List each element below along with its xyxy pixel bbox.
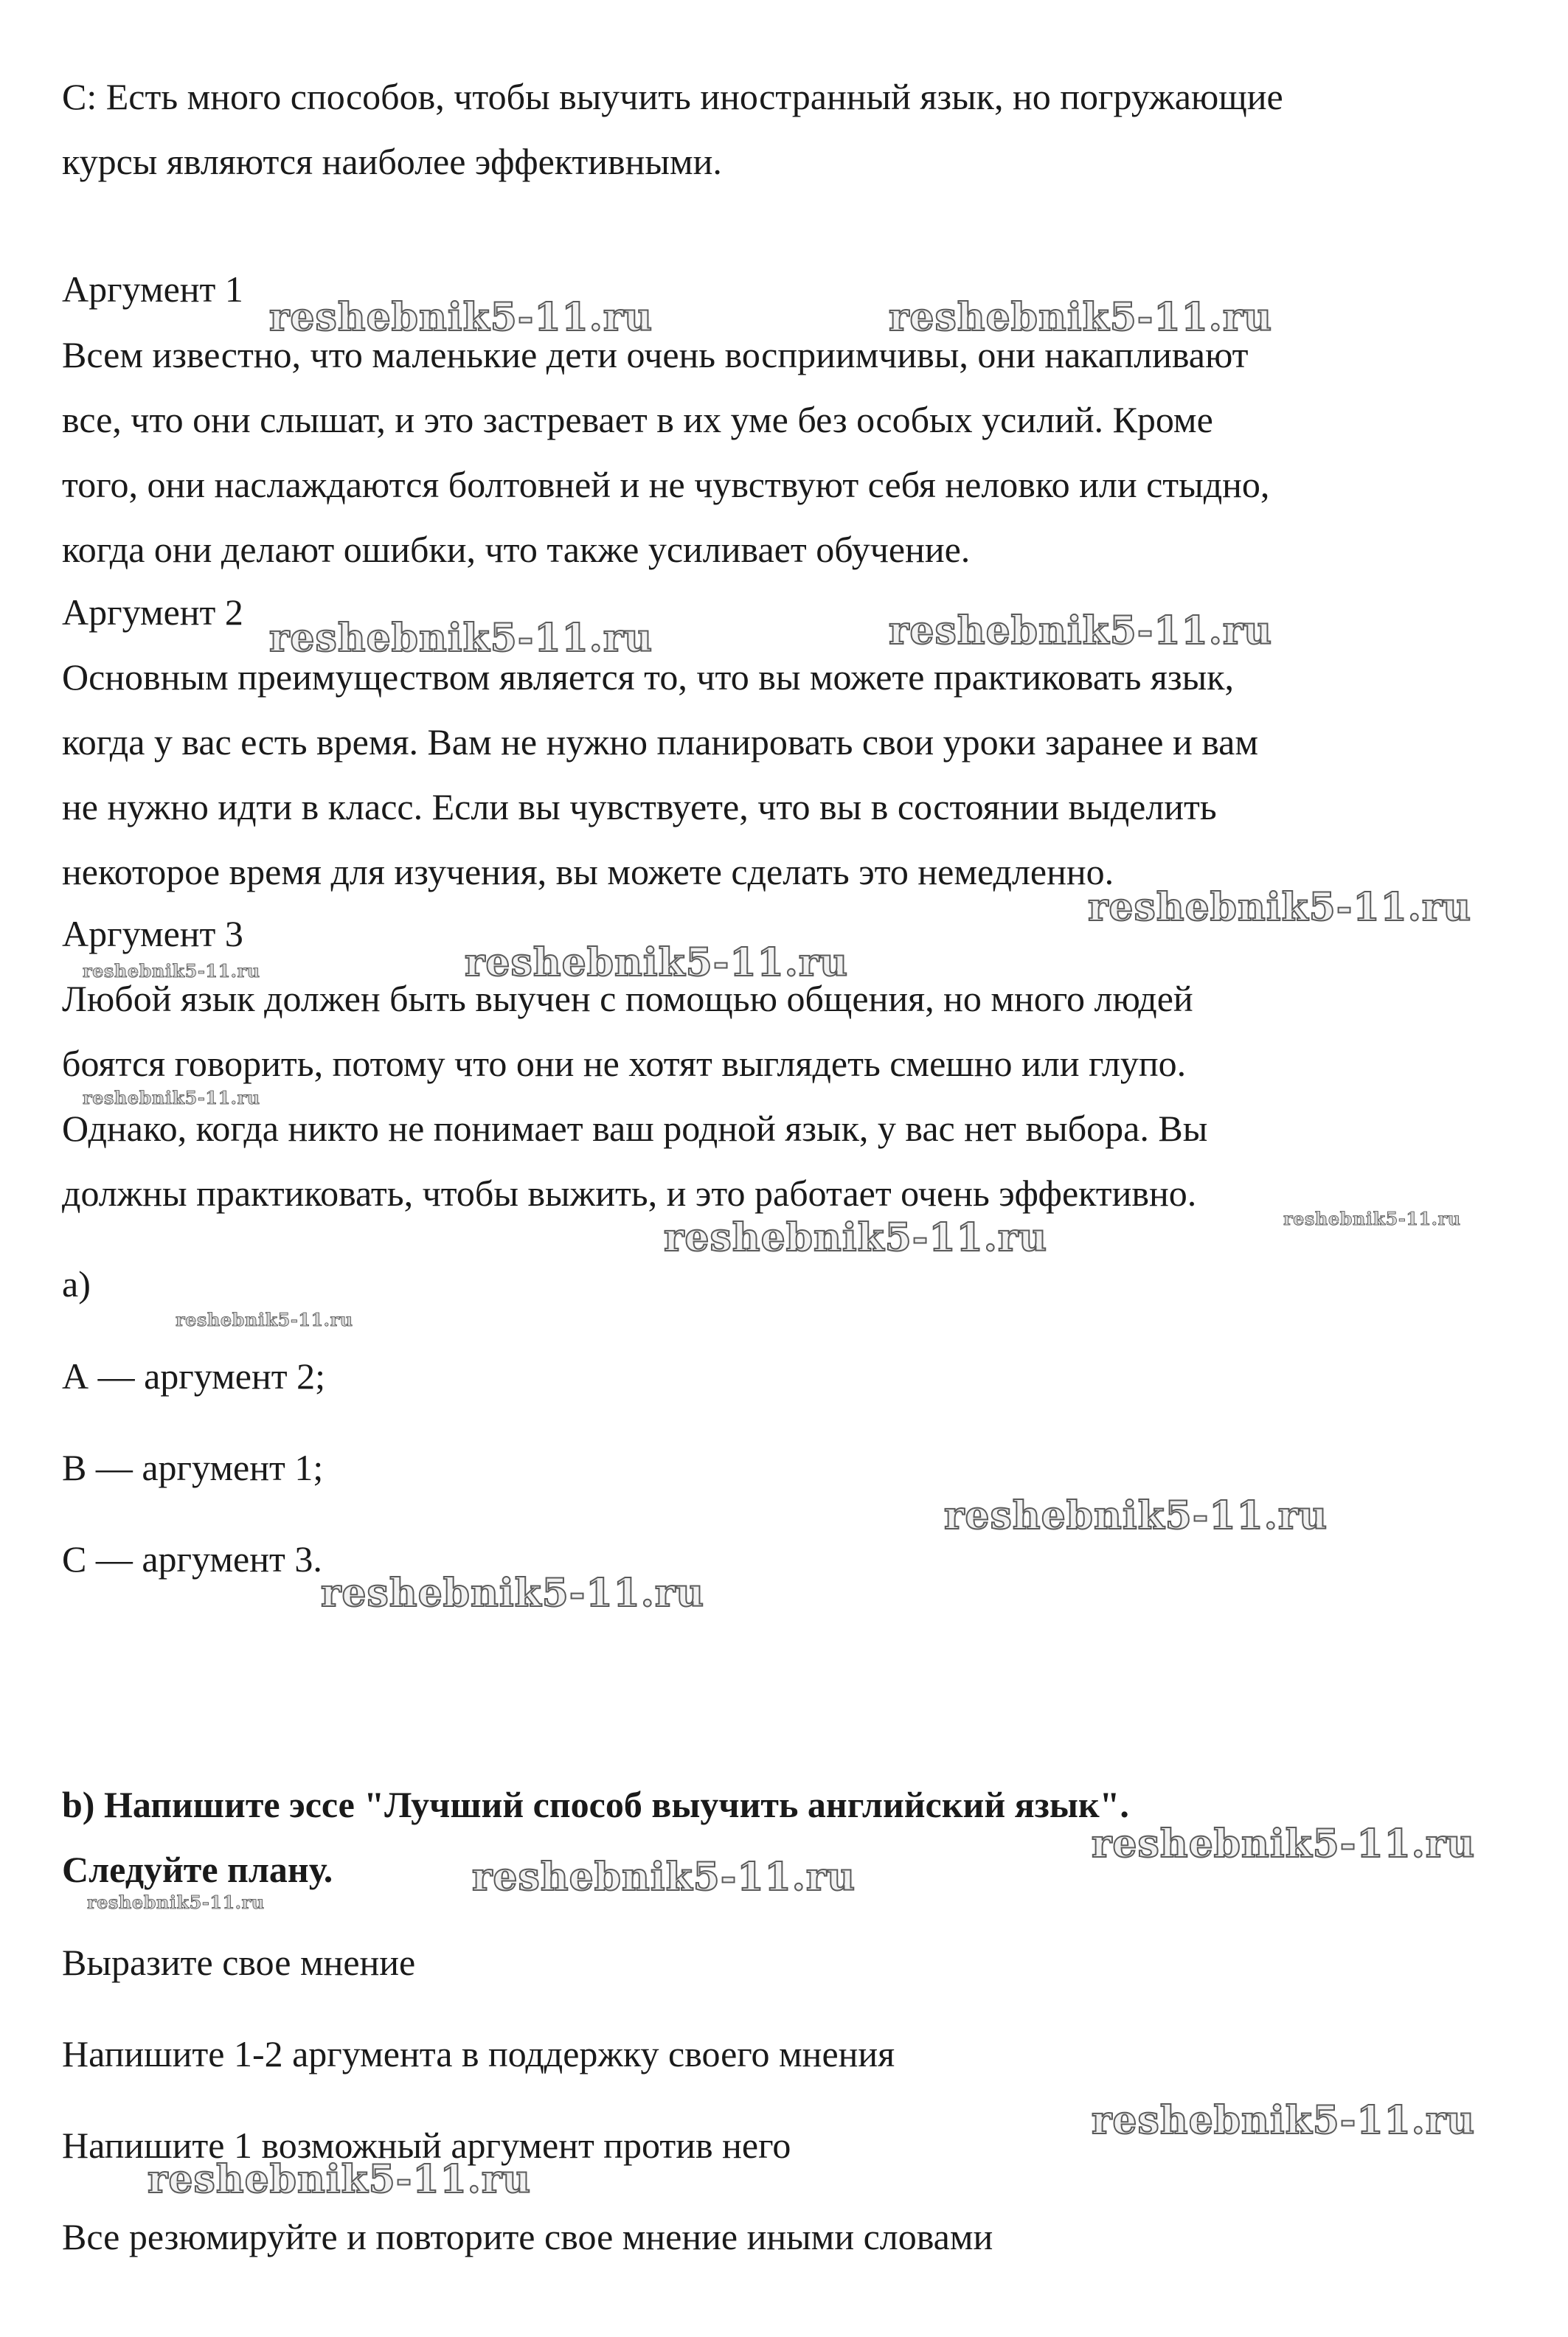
watermark: reshebnik5-11.ru [83,1087,260,1108]
watermark: reshebnik5-11.ru [148,2157,532,2202]
watermark: reshebnik5-11.ru [465,940,849,985]
watermark: reshebnik5-11.ru [1283,1208,1461,1229]
watermark: reshebnik5-11.ru [269,295,653,340]
argument-3-line: Однако, когда никто не понимает ваш родной язык, у вас нет выбора. Вы [62,1108,1208,1149]
argument-1-heading: Аргумент 1 [62,268,243,310]
watermark: reshebnik5-11.ru [87,1892,265,1913]
argument-1-line: когда они делают ошибки, что также усиливает обучение. [62,529,971,570]
watermark: reshebnik5-11.ru [176,1309,353,1330]
watermark: reshebnik5-11.ru [889,608,1273,653]
plan-item: Напишите 1-2 аргумента в поддержку своего мнения [62,2033,895,2074]
argument-3-line: должны практиковать, чтобы выжить, и это работает очень эффективно. [62,1173,1197,1214]
watermark: reshebnik5-11.ru [1088,885,1472,930]
watermark: reshebnik5-11.ru [269,616,653,661]
argument-2-heading: Аргумент 2 [62,591,243,633]
watermark: reshebnik5-11.ru [321,1571,705,1616]
answer-item: А — аргумент 2; [62,1355,325,1397]
answer-item: В — аргумент 1; [62,1447,324,1488]
argument-2-line: некоторое время для изучения, вы можете сделать это немедленно. [62,851,1114,892]
argument-3-heading: Аргумент 3 [62,913,243,954]
answer-item: С — аргумент 3. [62,1538,322,1580]
intro-line: С: Есть много способов, чтобы выучить иностранный язык, но погружающие [62,76,1283,117]
argument-2-line: не нужно идти в класс. Если вы чувствуете, что вы в состоянии выделить [62,786,1217,827]
argument-1-line: все, что они слышат, и это застревает в их уме без особых усилий. Кроме [62,399,1213,440]
task-b-title: Следуйте плану. [62,1849,333,1890]
watermark: reshebnik5-11.ru [83,960,260,982]
watermark: reshebnik5-11.ru [664,1215,1048,1260]
argument-1-line: Всем известно, что маленькие дети очень восприимчивы, они накапливают [62,334,1249,375]
watermark: reshebnik5-11.ru [1092,2098,1476,2143]
argument-3-line: Любой язык должен быть выучен с помощью общения, но много людей [62,978,1193,1019]
argument-2-line: когда у вас есть время. Вам не нужно планировать свои уроки заранее и вам [62,721,1258,763]
task-b-title: b) Напишите эссе "Лучший способ выучить английский язык". [62,1784,1129,1825]
plan-item: Выразите свое мнение [62,1942,416,1983]
watermark: reshebnik5-11.ru [472,1855,856,1900]
answer-label: a) [62,1263,91,1305]
plan-item: Напишите 1 возможный аргумент против него [62,2125,791,2166]
plan-item: Все резюмируйте и повторите свое мнение иными словами [62,2216,993,2257]
watermark: reshebnik5-11.ru [889,295,1273,340]
intro-line: курсы являются наиболее эффективными. [62,141,722,182]
watermark: reshebnik5-11.ru [944,1493,1328,1538]
watermark: reshebnik5-11.ru [1092,1822,1476,1867]
argument-2-line: Основным преимуществом является то, что вы можете практиковать язык, [62,656,1235,698]
argument-3-line: боятся говорить, потому что они не хотят выглядеть смешно или глупо. [62,1043,1187,1084]
argument-1-line: того, они наслаждаются болтовней и не чувствуют себя неловко или стыдно, [62,464,1270,505]
